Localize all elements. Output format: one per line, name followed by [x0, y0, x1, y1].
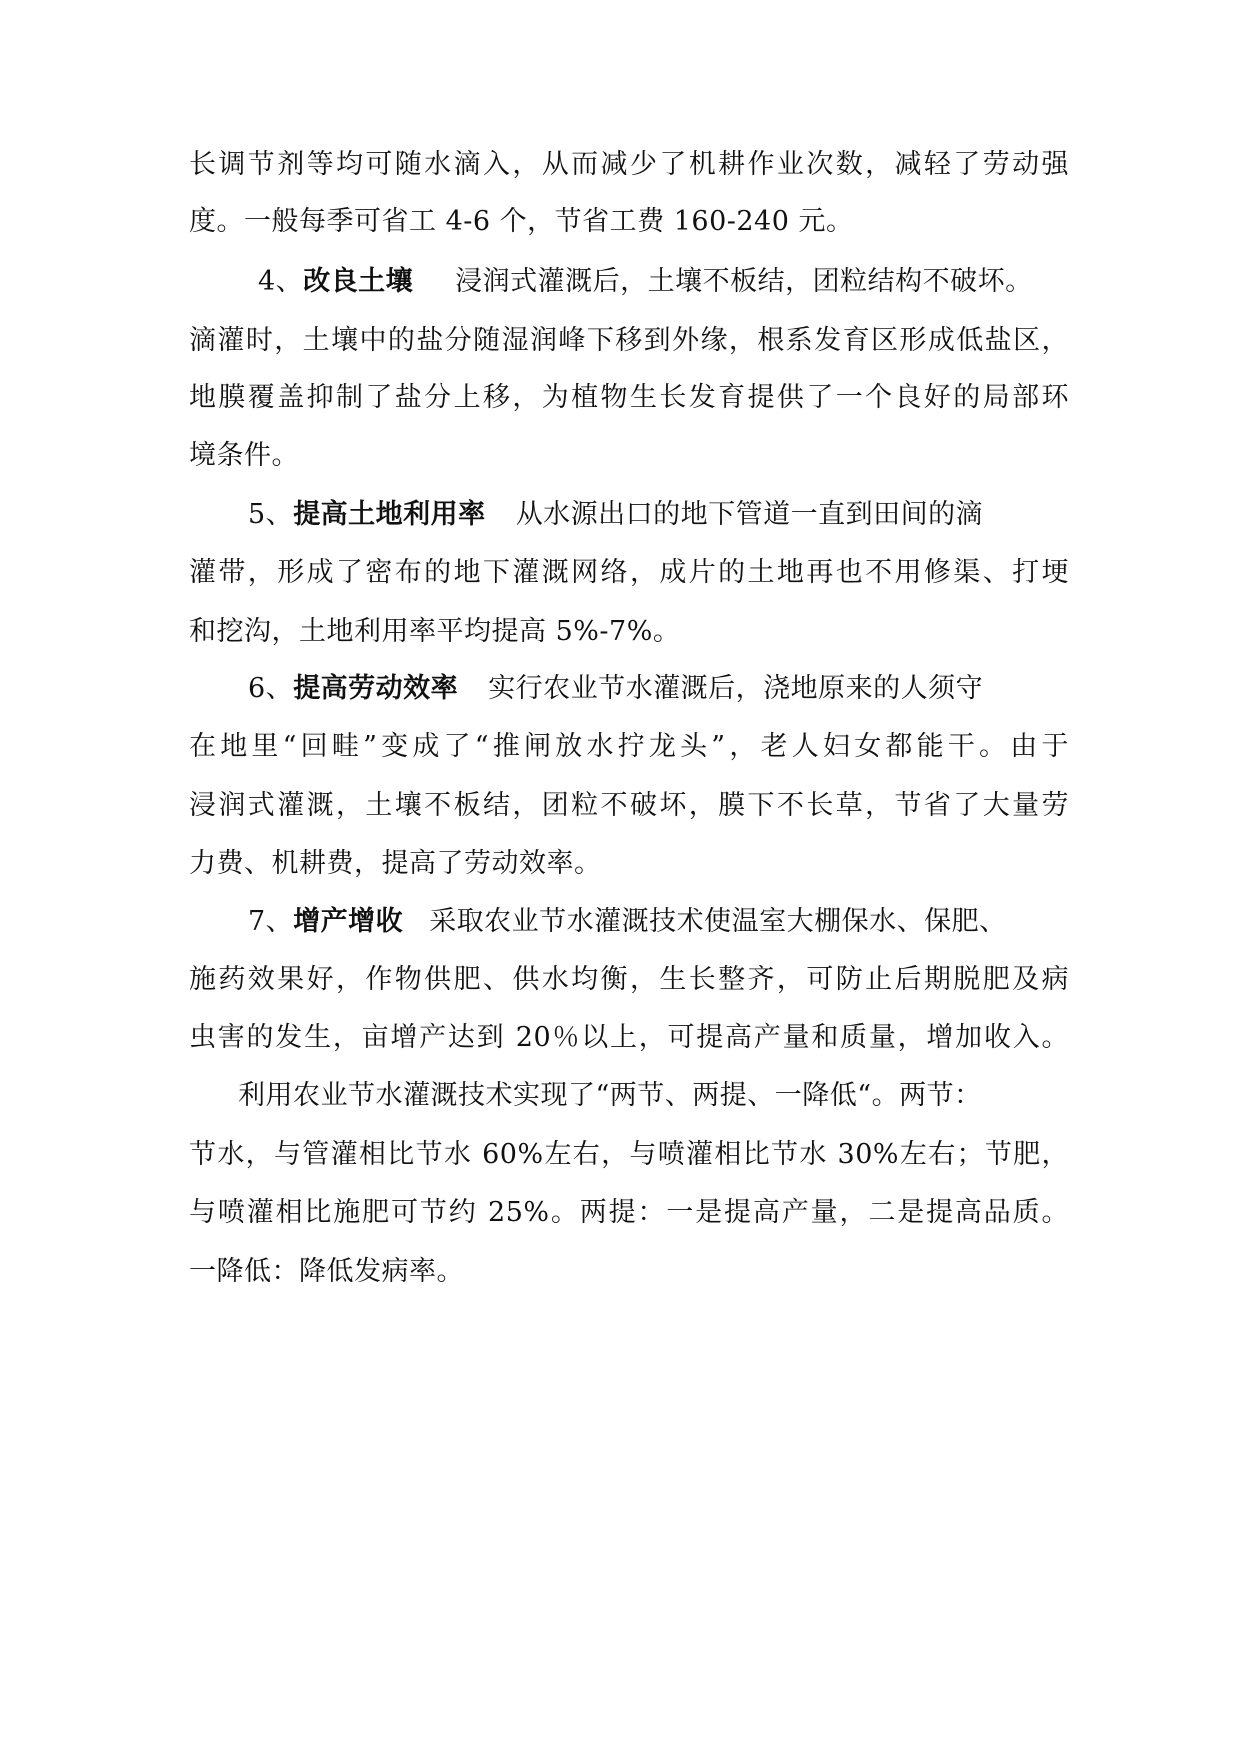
section4-first-line	[258, 262, 1069, 302]
section7-first-line	[248, 902, 1069, 942]
section4-line-4: 境条件。	[189, 440, 299, 471]
section7-heading: 增产增收	[293, 906, 404, 937]
section5-number: 5、	[248, 499, 294, 530]
section4-line-3: 地膜覆盖抑制了盐分上移，为植物生长发育提供了一个良好的局部环	[189, 382, 1069, 413]
summary-line-3: 与喷灌相比施肥可节约 25%。两提：一是提高产量，二是提高品质。	[189, 1197, 1069, 1228]
section7-number: 7、	[248, 906, 294, 937]
intro-line-1: 长调节剂等均可随水滴入，从而减少了机耕作业次数，减轻了劳动强	[189, 149, 1069, 180]
section4-heading: 改良土壤	[303, 266, 414, 297]
section6-text: 实行农业节水灌溉后，浇地原来的人须守	[488, 673, 984, 704]
section7-line-2: 施药效果好，作物供肥、供水均衡，生长整齐，可防止后期脱肥及病	[189, 964, 1069, 995]
section6-first-line	[248, 669, 1069, 709]
section5-line-2: 灌带，形成了密布的地下灌溉网络，成片的土地再也不用修渠、打埂	[189, 557, 1069, 588]
section6-line-4: 力费、机耕费，提高了劳动效率。	[189, 848, 602, 879]
section4-text: 浸润式灌溉后，土壤不板结，团粒结构不破坏。	[455, 266, 1033, 297]
summary-line-4: 一降低：降低发病率。	[189, 1256, 464, 1287]
section4-line-2: 滴灌时，土壤中的盐分随湿润峰下移到外缘，根系发育区形成低盐区，	[189, 325, 1069, 356]
section6-number: 6、	[248, 673, 294, 704]
section5-text: 从水源出口的地下管道一直到田间的滴	[515, 499, 984, 530]
section5-line-3: 和挖沟，土地利用率平均提高 5%-7%。	[189, 616, 681, 647]
summary-line-1: 利用农业节水灌溉技术实现了“两节、两提、一降低“。两节：	[238, 1080, 982, 1111]
section6-line-3: 浸润式灌溉，土壤不板结，团粒不破坏，膜下不长草，节省了大量劳	[189, 790, 1069, 821]
summary-line-2: 节水，与管灌相比节水 60%左右，与喷灌相比节水 30%左右；节肥，	[189, 1139, 1069, 1170]
section6-line-2: 在地里“回畦”变成了“推闸放水拧龙头”，老人妇女都能干。由于	[189, 731, 1069, 762]
section4-number: 4、	[258, 266, 304, 297]
section7-line-3: 虫害的发生，亩增产达到 20％以上，可提高产量和质量，增加收入。	[189, 1022, 1069, 1053]
section6-heading: 提高劳动效率	[293, 673, 459, 704]
section7-text: 采取农业节水灌溉技术使温室大棚保水、保肥、	[429, 906, 1007, 937]
section5-heading: 提高土地利用率	[293, 499, 486, 530]
section5-first-line	[248, 495, 1069, 535]
intro-line-2: 度。一般每季可省工 4-6 个，节省工费 160-240 元。	[189, 206, 854, 237]
